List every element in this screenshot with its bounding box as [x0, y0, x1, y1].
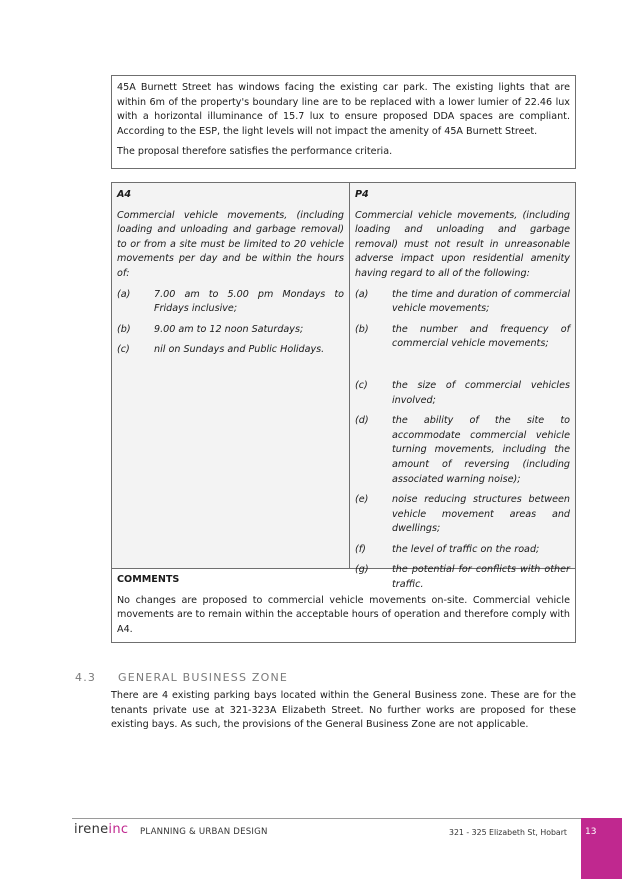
company-tagline: PLANNING & URBAN DESIGN: [140, 827, 268, 837]
performance-item: [355, 493, 570, 537]
item-label: (c): [355, 379, 368, 391]
performance-item: [355, 323, 570, 352]
item-text: the time and duration of commercial vehicle movements;: [392, 288, 570, 315]
comments-heading: COMMENTS: [117, 574, 180, 585]
item-label: (b): [117, 323, 131, 335]
company-logo: [74, 822, 128, 837]
item-text: 9.00 am to 12 noon Saturdays;: [154, 323, 304, 335]
item-label: (b): [355, 323, 369, 335]
acceptable-heading: A4: [117, 189, 132, 200]
performance-item: [355, 288, 570, 317]
item-label: (c): [117, 344, 130, 356]
section-heading: [75, 671, 288, 684]
assessment-box: [111, 75, 576, 169]
logo-text-inc: inc: [108, 822, 129, 837]
performance-item: [355, 414, 570, 487]
assessment-conclusion: The proposal therefore satisfies the performance criteria.: [117, 146, 393, 158]
footer-divider: [72, 818, 581, 819]
item-text: the potential for conflicts with other traffic.: [392, 564, 570, 591]
page-number: 13: [585, 827, 597, 837]
standards-table: [111, 182, 576, 643]
item-label: (a): [117, 288, 131, 300]
performance-criteria-column: [350, 183, 575, 591]
comments-text: No changes are proposed to commercial vehicle movements on-site. Commercial vehicle movements are to remain within the acceptable hours of operation and therefore comply with A4.: [117, 594, 570, 635]
section-number: 4.3: [75, 671, 97, 684]
acceptable-solution-column: [112, 183, 350, 568]
item-text: the number and frequency of commercial vehicle movements;: [392, 323, 570, 350]
item-label: (a): [355, 288, 369, 300]
item-text: the size of commercial vehicles involved;: [392, 379, 570, 406]
performance-item: [355, 543, 570, 558]
item-text: the ability of the site to accommodate commercial vehicle turning movements, including the amount of reversing (including associated warning noise);: [392, 415, 570, 485]
performance-heading: P4: [355, 189, 369, 200]
acceptable-item: [117, 323, 344, 338]
logo-text-irene: irene: [74, 822, 109, 837]
site-address: 321 - 325 Elizabeth St, Hobart: [449, 828, 567, 837]
section-body: There are 4 existing parking bays located within the General Business zone. These are for the tenants private use at 321-323A Elizabeth Street. No further works are proposed for these existing bays. As such, the provisions of the General Business Zone are not applicable.: [111, 690, 576, 731]
page-number-tab: [581, 818, 622, 879]
item-text: nil on Sundays and Public Holidays.: [154, 344, 325, 356]
acceptable-item: [117, 288, 344, 317]
item-text: noise reducing structures between vehicle movement areas and dwellings;: [392, 494, 570, 535]
item-label: (e): [355, 494, 369, 506]
performance-intro: Commercial vehicle movements, (including loading and unloading and garbage removal) must not result in unreasonable adverse impact upon residential amenity having regard to all of the following:: [355, 209, 570, 279]
performance-item: [355, 563, 570, 592]
item-text: the level of traffic on the road;: [392, 543, 540, 555]
item-text: 7.00 am to 5.00 pm Mondays to Fridays inclusive;: [154, 288, 344, 315]
section-title: GENERAL BUSINESS ZONE: [118, 671, 289, 684]
acceptable-intro: Commercial vehicle movements, (including loading and unloading and garbage removal) to or from a site must be limited to 20 vehicle movements per day and be within the hours of:: [117, 209, 344, 279]
item-label: (f): [355, 543, 366, 555]
item-label: (g): [355, 564, 369, 576]
acceptable-item: [117, 343, 344, 358]
item-label: (d): [355, 415, 369, 427]
performance-item: [355, 379, 570, 408]
assessment-paragraph: 45A Burnett Street has windows facing the existing car park. The existing lights that are within 6m of the property's boundary line are to be replaced with a lower lumier of 22.46 lux with a horizontal illuminance of 15.7 lux to ensure proposed DDA spaces are compliant. According to the ESP, the light levels will not impact the amenity of 45A Burnett Street.: [117, 82, 570, 137]
